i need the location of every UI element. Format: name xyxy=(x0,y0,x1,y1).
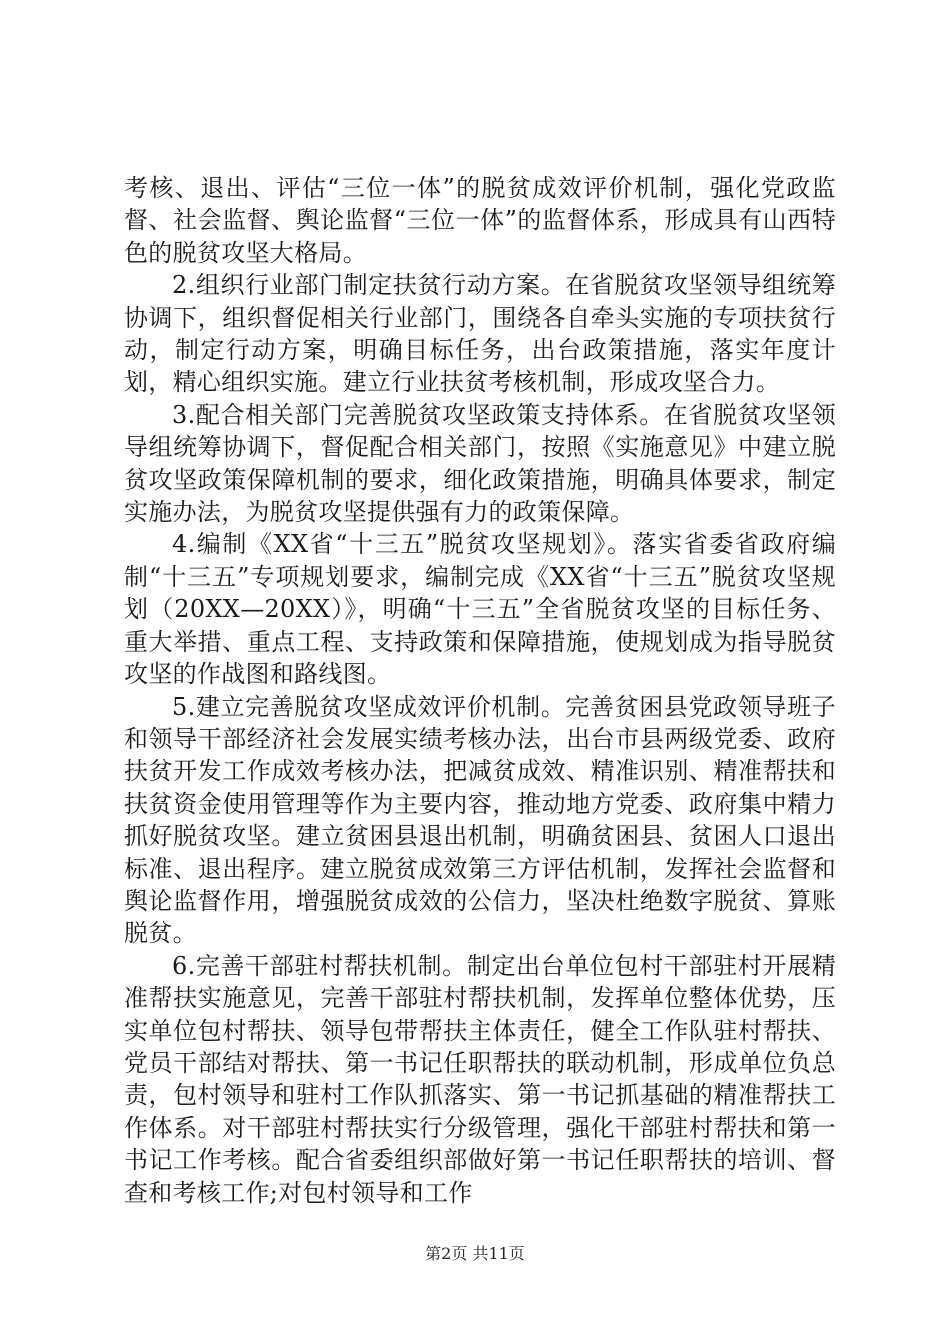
paragraph-item-6: 6.完善干部驻村帮扶机制。制定出台单位包村干部驻村开展精准帮扶实施意见，完善干部驻村帮扶机制，发挥单位整体优势，压实单位包村帮扶、领导包带帮扶主体责任，健全工作队驻村帮扶、党员干部结对帮扶、第一书记任职帮扶的联动机制，形成单位负总责，包村领导和驻村工作队抓落实、第一书记抓基础的精准帮扶工作体系。对干部驻村帮扶实行分级管理，强化干部驻村帮扶和第一书记工作考核。配合省委组织部做好第一书记任职帮扶的培训、督查和考核工作;对包村领导和工作 xyxy=(124,951,836,1207)
document-body xyxy=(124,172,836,1209)
paragraph-item-3: 3.配合相关部门完善脱贫攻坚政策支持体系。在省脱贫攻坚领导组统筹协调下，督促配合相关部门，按照《实施意见》中建立脱贫攻坚政策保障机制的要求，细化政策措施，明确具体要求，制定实施办法，为脱贫攻坚提供强有力的政策保障。 xyxy=(124,400,836,527)
paragraph-item-2: 2.组织行业部门制定扶贫行动方案。在省脱贫攻坚领导组统筹协调下，组织督促相关行业部门，围绕各自牵头实施的专项扶贫行动，制定行动方案，明确目标任务，出台政策措施，落实年度计划，精心组织实施。建立行业扶贫考核机制，形成攻坚合力。 xyxy=(124,271,836,397)
paragraph-item-4: 4.编制《XX省“十三五”脱贫攻坚规划》。落实省委省政府编制“十三五”专项规划要求，编制完成《XX省“十三五”脱贫攻坚规划（20XX—20XX）》，明确“十三五”全省脱贫攻坚的目标任务、重大举措、重点工程、支持政策和保障措施，使规划成为指导脱贫攻坚的作战图和路线图。 xyxy=(124,530,836,689)
page-number-footer: 第2页 共11页 xyxy=(425,1244,525,1263)
paragraph-continuation: 考核、退出、评估“三位一体”的脱贫成效评价机制，强化党政监督、社会监督、舆论监督“三位一体”的监督体系，形成具有山西特色的脱贫攻坚大格局。 xyxy=(124,174,836,267)
paragraph-item-5: 5.建立完善脱贫攻坚成效评价机制。完善贫困县党政领导班子和领导干部经济社会发展实绩考核办法，出台市县两级党委、政府扶贫开发工作成效考核办法，把减贫成效、精准识别、精准帮扶和扶贫资金使用管理等作为主要内容，推动地方党委、政府集中精力抓好脱贫攻坚。建立贫困县退出机制，明确贫困县、贫困人口退出标准、退出程序。建立脱贫成效第三方评估机制，发挥社会监督和舆论监督作用，增强脱贫成效的公信力，坚决杜绝数字脱贫、算账脱贫。 xyxy=(124,692,836,948)
